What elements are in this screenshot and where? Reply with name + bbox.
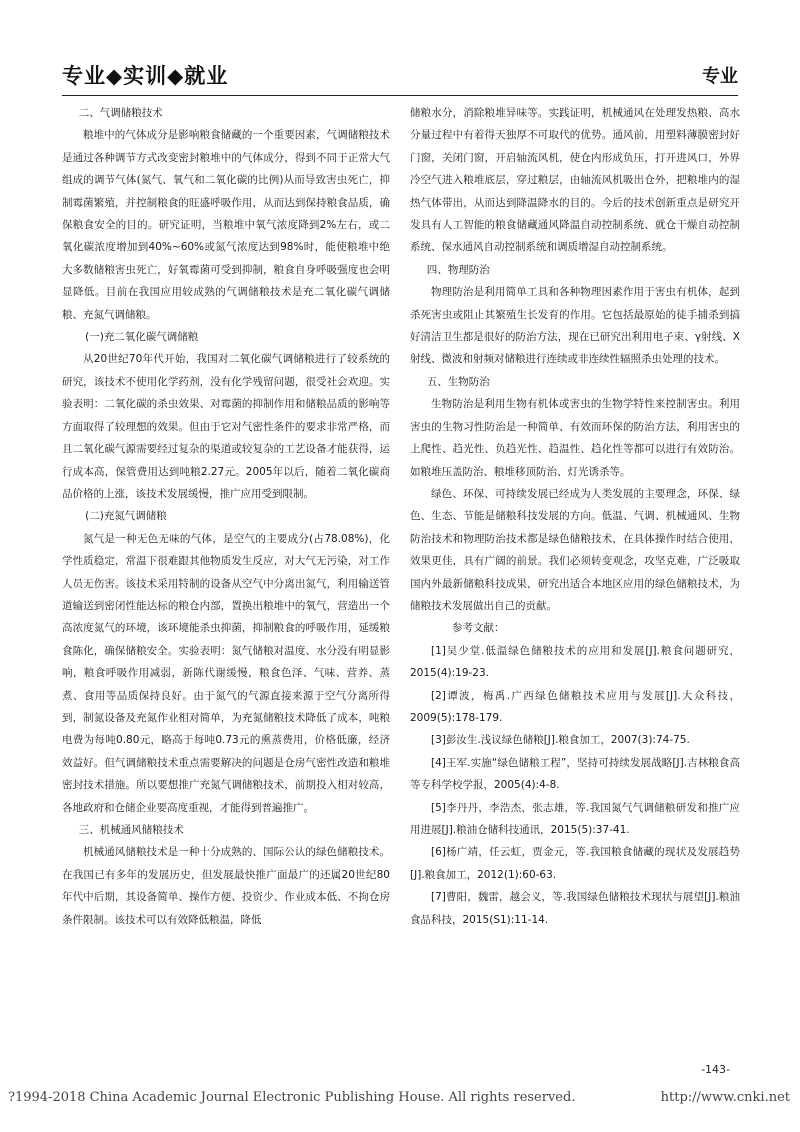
- section-heading: 二、气调储粮技术: [78, 107, 163, 119]
- left-column: [62, 102, 390, 931]
- references-list: [410, 640, 740, 931]
- copyright-text: ?1994-2018 China Academic Journal Electronic Publishing House. All rights reserved.: [8, 1090, 576, 1105]
- section-heading: 五、生物防治: [426, 375, 490, 388]
- body-paragraph: 生物防治是利用生物有机体或害虫的生物学特性来控制害虫。利用害虫的生物习性防治是一种简单、有效而环保的防治方法，利用害虫的上爬性、趋光性、负趋光性、趋温性、趋化性等都可以进行有效防治。如粮堆压盖防治、粮堆移顶防治、灯光诱杀等。: [410, 398, 740, 478]
- section-heading: 四、物理防治: [426, 263, 490, 276]
- reference-item: [7]曹阳，魏雷，越会义，等.我国绿色储粮技术现状与展望[J].粮油食品科技，2015(S1):11-14.: [410, 891, 740, 926]
- reference-item: [4]王军.实施“绿色储粮工程”，坚持可持续发展战略[J].吉林粮食高等专科学校学报，2005(4):4-8.: [410, 756, 740, 792]
- copyright-footer: [8, 1090, 790, 1105]
- reference-item: [6]杨广靖，任云虹，贾金元，等.我国粮食储藏的现状及发展趋势[J].粮食加工，2012(1):60-63.: [410, 846, 740, 881]
- body-paragraph: 粮堆中的气体成分是影响粮食储藏的一个重要因素，气调储粮技术是通过各种调节方式改变密封粮堆中的气体成分，得到不同于正常大气组成的调节气体(氮气、氧气和二氧化碳的比例)从而导致害虫死亡，抑制霉菌繁殖，并控制粮食的旺盛呼吸作用，从而达到保持粮食品质，确保粮食安全的目的。研究证明，当粮堆中氧气浓度降到2%左右，或二氧化碳浓度增加到40%~60%或氮气浓度达到98%时，能使粮堆中绝大多数储粮害虫死亡，好氧霉菌可受到抑制，粮食自身呼吸强度也会明显降低。目前在我国应用较成熟的气调储粮技术是充二氧化碳气调储粮、充氮气调储粮。: [62, 129, 390, 321]
- body-paragraph: 机械通风储粮技术是一种十分成熟的、国际公认的绿色储粮技术。在我国已有多年的发展历史，但发展最快推广面最广的还属20世纪80年代中后期，其设备简单、操作方便、投资少、作业成本低、不拘仓房条件限制。该技术可以有效降低粮温，降低: [62, 846, 390, 926]
- body-paragraph: 从20世纪70年代开始，我国对二氧化碳气调储粮进行了较系统的研究，该技术不使用化学药剂，没有化学残留问题，很受社会欢迎。实验表明：二氧化碳的杀虫效果、对霉菌的抑制作用和储粮品质的影响等方面取得了较理想的效果。但由于它对气密性条件的要求非常严格，而且二氧化碳气源需要经过复杂的渠道或较复杂的工艺设备才能获得，运行成本高，保管费用达到吨粮2.27元。2005年以后，随着二氧化碳商品价格的上涨，该技术发展缓慢，推广应用受到限制。: [62, 353, 390, 500]
- cnki-link[interactable]: http://www.cnki.net: [660, 1090, 790, 1105]
- body-paragraph: 氮气是一种无色无味的气体，是空气的主要成分(占78.08%)，化学性质稳定，常温下很难跟其他物质发生反应，对大气无污染，对工作人员无伤害。该技术采用特制的设备从空气中分离出氮气，利用输送管道输送到密闭性能达标的粮仓内部，置换出粮堆中的氧气，营造出一个高浓度氮气的环境，该环境能杀虫抑菌，抑制粮食的呼吸作用，延缓粮食陈化，确保储粮安全。实验表明：氮气储粮对温度、水分没有明显影响，粮食呼吸作用减弱，新陈代谢缓慢，粮食色泽、气味、营养、蒸煮、食用等品质保持良好。由于氮气的气源直接来源于空气分离所得到，制氮设备及充氮作业相对简单，为充氮储粮技术降低了成本，吨粮电费为每吨0.80元，略高于每吨0.73元的熏蒸费用，价格低廉，经济效益好。但气调储粮技术重点需要解决的问题是仓房气密性改造和粮堆密封技术措施。所以要想推广充氮气调储粮技术，前期投入相对较高，各地政府和仓储企业要高度重视，才能得到普遍推广。: [62, 532, 390, 814]
- body-paragraph: 物理防治是利用简单工具和各种物理因素作用于害虫有机体，起到杀死害虫或阻止其繁殖生长发育的作用。它包括最原始的徒手捕杀到搞好清洁卫生都是很好的防治方法，现在已研究出利用电子束、γ射线、X射线、微波和射频对储粮进行连续或非连续性辐照杀虫处理的技术。: [410, 286, 740, 366]
- right-column: [410, 102, 740, 931]
- header-divider: [62, 95, 738, 96]
- references-title: 参考文献：: [452, 622, 505, 635]
- body-paragraph: 储粮水分，消除粮堆异味等。实践证明，机械通风在处理发热粮、高水分量过程中有着得天独厚不可取代的优势。通风前，用塑料薄膜密封好门窗，关闭门窗，开启轴流风机，使仓内形成负压，打开进风口，外界冷空气进入粮堆底层，穿过粮层，由轴流风机吸出仓外，把粮堆内的湿热气体带出，从而达到降温降水的目的。今后的技术创新重点是研究开发具有人工智能的粮食储藏通风降温自动控制系统、就仓干燥自动控制系统、保水通风自动控制系统和调质增湿自动控制系统。: [410, 107, 740, 254]
- journal-section-header: 专业◆实训◆就业: [62, 64, 229, 88]
- reference-item: [3]彭汝生.浅议绿色储粮[J].粮食加工，2007(3):74-75.: [431, 734, 690, 747]
- section-heading: 三、机械通风储粮技术: [78, 824, 184, 836]
- body-paragraph: 绿色、环保、可持续发展已经成为人类发展的主要理念，环保、绿色、生态、节能是储粮科技发展的方向。低温、气调、机械通风、生物防治技术和物理防治技术都是绿色储粮技术，在具体操作时结合使用，效果更佳，具有广阔的前景。我们必须转变观念，攻坚克难，广泛吸取国内外最新储粮科技成果，研究出适合本地区应用的绿色储粮技术，为储粮技术发展做出自己的贡献。: [410, 487, 740, 612]
- subsection-heading: (二)充氮气调储粮: [85, 510, 167, 523]
- reference-item: [2]谭波，梅禹.广西绿色储粮技术应用与发展[J].大众科技，2009(5):178-179.: [410, 689, 740, 724]
- section-label: 专业: [702, 66, 738, 87]
- reference-item: [1]吴少堂.低温绿色储粮技术的应用和发展[J].粮食问题研究，2015(4):19-23.: [410, 644, 740, 680]
- page-number: -143-: [701, 1063, 730, 1076]
- subsection-heading: (一)充二氧化碳气调储粮: [85, 331, 199, 344]
- reference-item: [5]李丹丹，李浩杰，张志雄，等.我国氮气气调储粮研发和推广应用进展[J].粮油仓储科技通讯，2015(5):37-41.: [410, 801, 740, 836]
